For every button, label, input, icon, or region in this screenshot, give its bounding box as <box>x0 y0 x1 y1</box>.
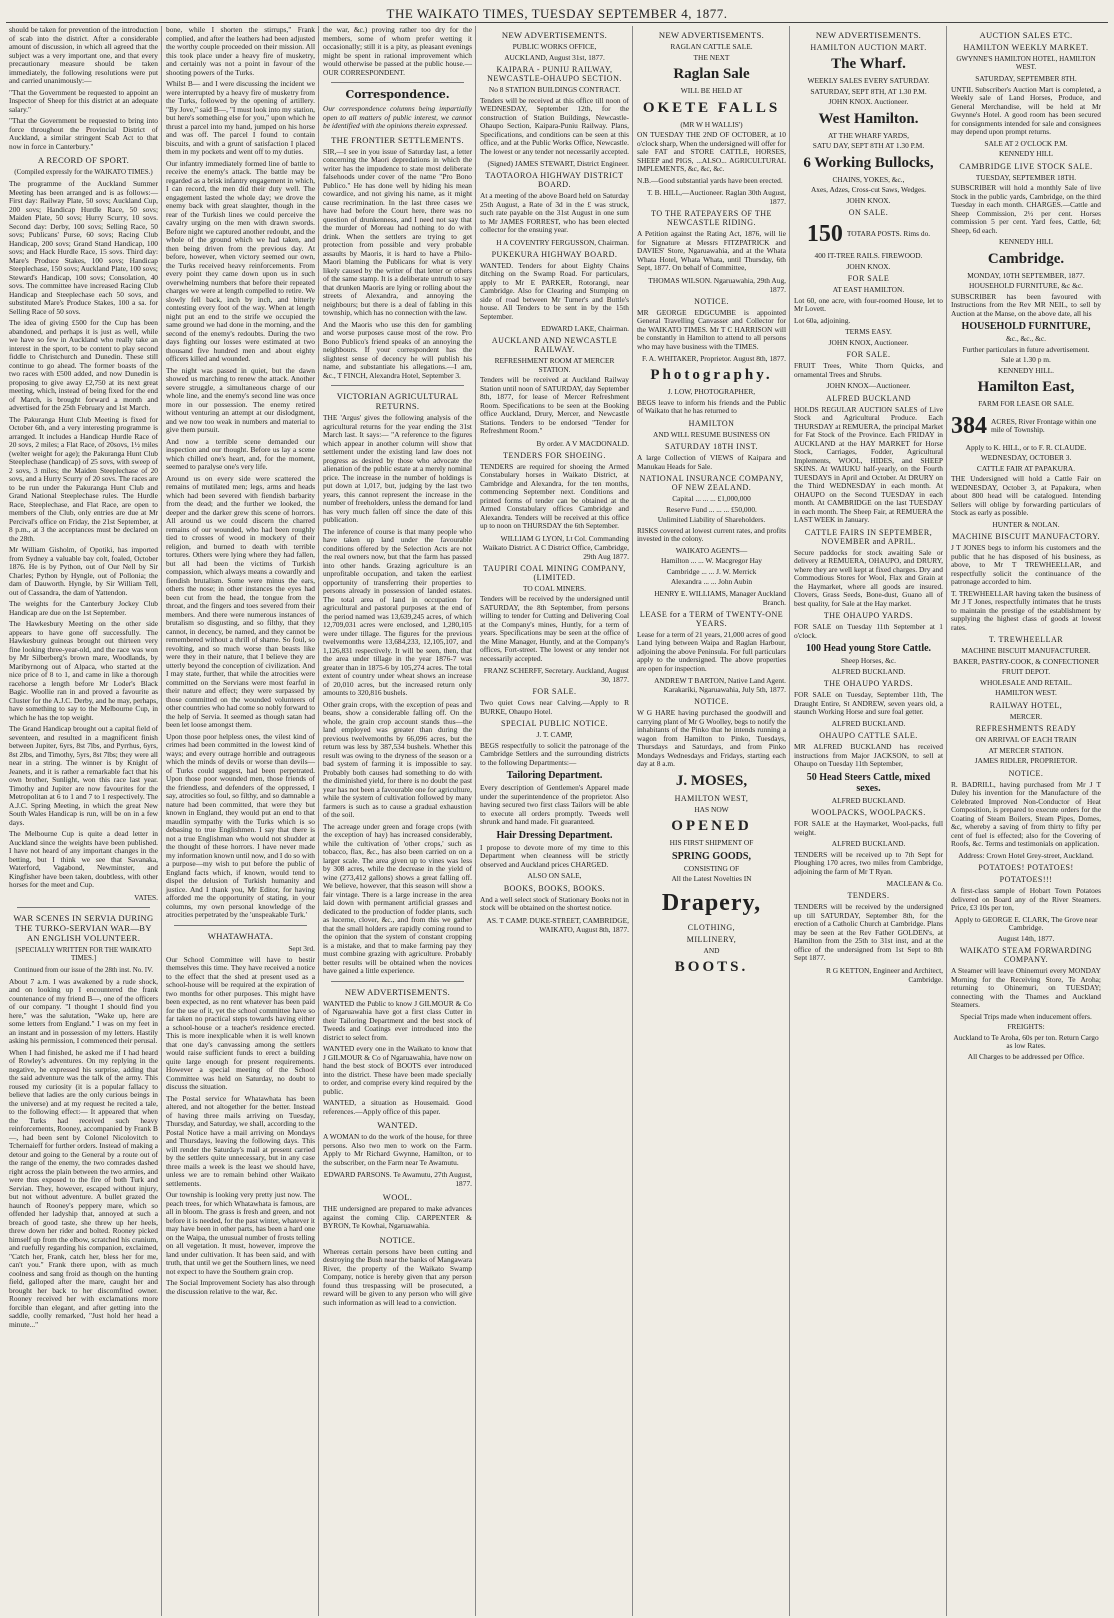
ad-heading: BOOTS. <box>674 959 749 975</box>
ad-line: Apply to K. HILL, or to F. R. CLAUDE. <box>965 442 1087 452</box>
ad-line: TERMS EASY. <box>845 327 892 336</box>
ad-heading: SPECIAL PUBLIC NOTICE. <box>501 719 608 728</box>
ad-text: ON TUESDAY THE 2ND OF OCTOBER, at 10 o'clock sharp, When the undersigned will offer for sale FAT and STORE CATTLE, HORSES, SHEEP and PIGS, ...ALSO... AGRICULTURAL IMPLEMENTS, &c, &c, &c. <box>637 130 786 173</box>
article-text: The idea of giving £500 for the Cup has been abandoned, and perhaps it is just as well, while we have so few in Auckland who really take an interest in the sport, to be content to play second fiddle to Christchurch and Dunedin. These still continue to go ahead. The former boasts of the two races with £500 added, and now Dunedin is proposing to give away £2,750 at its next great meeting, which, instead of being fixed for the end of March, is brought forward a month and advertised for the 25th February and 1st March. <box>9 318 158 412</box>
article-text: About 7 a.m. I was awakened by a rude shock, and on looking up I encountered the frank countenance of my friend B—, one of the officers of our company. "I thought I should find you here," was the salutation, "Wake up, here are some letters from England." I was on my feet in an instant and in possession of my letters. Hastily asking his permission, I commenced their perusal. <box>9 976 158 1045</box>
signature: EDWARD PARSONS. Te Awamutu, 27th August, 1877. <box>323 1170 472 1188</box>
article-text: The Pakuranga Hunt Club Meeting is fixed for October 6th, and a very interesting programme is arranged. It includes a Handicap Hurdle Race of 20 sovs, 2 miles; a Flat Race, of 20sovs, 1½ miles (welter weight for age); the Pakuranga Hunt Club Steeplechase (handicap) of 25 sovs, with sweep of 2 sovs, 3 miles; the Maiden Steeplechase of 20 sovs, and a Hurry Scurry of 20 sovs. The races are to be run under the Pakuranga Hunt Club and Grand National Steeplechase rules. The Hurdle Race, Steeplechase, and Flat Race, are open to members of the Club, only entries are due at Mr Percival's office on Friday, the 21st September, at 8 p.m., at 3 the acceptances must be declared on the 28th. <box>9 414 158 543</box>
ad-text: Lot 60, one acre, with four-roomed House, let to Mr Lovett. <box>794 295 943 313</box>
article-text: The Social Improvement Society has also through the discussion relative to the war, &c. <box>166 1278 315 1296</box>
ad-line: GWYNNE'S HAMILTON HOTEL, HAMILTON WEST. <box>956 55 1096 71</box>
ad-heading: PUKEKURA HIGHWAY BOARD. <box>491 249 618 259</box>
ad-heading: Photography. <box>650 367 773 383</box>
article-text: Whilst B— and I were discussing the incident we were interrupted by a heavy fire of musketry from the Turks, followed by the opening of artillery. "By Jove," said B—, "I must look into my station, but here's something else for you," upon which he thrust a parcel into my hand, jumped on his horse and was off. The parcel I found to contain biscuits, and with a grunt of satisfaction I placed them in my pockets and went off to my duties. <box>166 79 315 156</box>
article-text: Around us on every side were scattered the remains of mutilated men; legs, arms and heads which had been severed with fiendish barbarity from the dead; and the further we looked, the deeper and the darker grew this scene of horrors. All around us we could discern the charred remains of our wounded, who had been roughly tied to crosses of wood in mockery of their religion, and burned to death with terrible tortures. Others were lying where they had fallen, but all had been the victims of Turkish compassion, which always means a cowardly and fiendish brutalism. Some were minus the ears, others the nose; in other instances the eyes had been cut from the head, the tongue from the throat, and the fingers and toes severed from their members. And there were numerous instances of brutalism so disgusting, and so filthy, that they cannot, in decency, be named, and they cannot be remembered without a thrill of shame. So foul, so revolting, and so much worse than beasts like were they in their nature, that I believe they are utterly beyond the conception of civilization. And I may state, further, that while the atrocities were committed on the Servians were most fearful in their nature and effect; they were surpassed by those committed on the wounded volunteers of other countries who had come so nobly forward to the help of Servia. It seemed as though satan had been let loose amongst them. <box>166 473 316 729</box>
ad-number: 384 <box>951 412 987 439</box>
ad-line: Alexandra ... ... John Aubin <box>670 577 753 586</box>
ad-text: SUBSCRIBER will hold a monthly Sale of live Stock in the public yards, Cambridge, on the third Tuesday in each month. CHARGES.—Cattle and Sheep Commission, 2½ per cent. Horses commission 5 per cent. Yard fees, Cattle, 6d; Sheep, 6d each. <box>951 183 1101 235</box>
ad-heading: POTATOES!!! <box>999 875 1053 884</box>
ad-heading: CLOTHING, <box>687 922 736 932</box>
masthead-rule <box>6 22 1108 23</box>
article-text: Upon those poor helpless ones, the vilest kind of crimes had been committed in the lowest kind of ways; and every outrage horrible and outrageous which the minds of devils or worse than devils—of Turks could suggest, had been perpetrated. Upon those poor wounded men, those friends of the friendless, and defenders of the oppressed, I say, atrocities so foul, so filthy, and so damnable a nature had been committed, that were they but known in England, they would put an end to that maudlin sympathy with the Turks which is so debasing to true Englishmen. I say that there is not a true Englishman who would not shudder at the thought of these horrors. I have never made my information known until now, and I do so with a purpose—my wish to put before the public of England facts which, if known, would tend to dispel the delusion of Turkish humanity and justice. And I thank you, Mr Editor, for having afforded me the opportunity of stating, in your columns, my own personal knowledge of the atrocities perpetrated by the 'unspeakable Turk.' <box>166 731 315 919</box>
article-text: The weights for the Canterbury Jockey Club Handicap are due on the 1st September. <box>9 599 158 617</box>
ad-heading: NOTICE. <box>694 697 729 706</box>
dateline: Sept 3rd. <box>288 943 315 953</box>
heading-new-advertisements: NEW ADVERTISEMENTS. <box>815 30 922 40</box>
ad-text: WANTED. Tenders for about Eighty Chains ditching on the Swamp Road. For particulars, apply to Mr E PARKER, Rotorangi, near Cambridge. Also for Clearing and Stumping on side of road between Mr Turner's and Buttle's house. All Tenders to be sent in by the 15th September. <box>480 260 629 321</box>
ad-heading: ON SALE. <box>848 208 889 217</box>
ad-heading: J. MOSES, <box>675 772 748 789</box>
ad-text: At a meeting of the above Board held on Saturday 25th August, a Rate of 3d in the £ was struck, such rate payable on the 31st August in one sum to Mr JAMES FORREST, who has been elected collector for the ensuing year. <box>480 191 629 234</box>
ad-heading: NOTICE. <box>694 296 729 306</box>
ad-heading: 6 Working Bullocks, <box>803 154 934 171</box>
ad-line: Cambridge ... ... J. W. Merrick <box>666 566 757 576</box>
ad-line: THE NEXT <box>693 52 730 62</box>
ad-text: TENDERS will be received by the undersigned up till SATURDAY, September 8th, for the erection of a Catholic Church at Cambridge. Plans may be seen at the Rev Father GOLDEN's, at Hamilton from the 25th to 31st inst, and at the office of the undersigned from 1st Sept to 8th Sept 1877. <box>794 902 944 962</box>
ad-text: Two quiet Cows near Calving.—Apply to R BURKE, Ohaupo Hotel. <box>480 698 629 716</box>
ad-text: FOR SALE at the Haymarket, Wool-packs, full weight. <box>794 819 943 837</box>
signature: By order. A V MACDONALD. <box>536 438 629 448</box>
ad-line: AND <box>703 945 720 955</box>
ad-text: W G HARE having purchased the goodwill and carrying plant of Mr G Woolley, begs to notify the inhabitants of the Pinko that he intends running a wagon from Hamilton to Pinko, Tuesdays, Thursdays and Saturdays, and from Pinko Mondays Wednesdays and Fridays, starting each day at 8 a.m. <box>637 708 786 768</box>
ad-line: HAMILTON WEST. <box>995 688 1057 697</box>
signature: R G KETTON, Engineer and Architect, Cambridge. <box>825 965 943 984</box>
ad-heading: TAUPIRI COAL MINING COMPANY, (LIMITED. <box>483 563 626 582</box>
article-text: Mr William Gisholm, of Opotiki, has imported from Sydney a valuable bay colt, foaled, October 1876. He is by Python, out of Our Nell by Sir Charles; Python by Hyngle, out of Pollonia; the dam of Dauworth. Hyngle, by Sir William Tell, out of Cassandra, the dam of Yattendon. <box>9 545 158 597</box>
column-5 <box>634 26 790 1616</box>
war-subheading: [SPECIALLY WRITTEN FOR THE WAIKATO TIMES.] <box>15 945 152 962</box>
ad-text: Lot 60a, adjoining. <box>794 315 851 325</box>
heading-auction-sales: AUCTION SALES ETC. <box>979 30 1073 40</box>
ad-line: WEDNESDAY, OCTOBER 3. <box>980 453 1072 462</box>
ad-line: AUCKLAND, August 31st, 1877. <box>504 52 605 62</box>
article-text: Other grain crops, with the exception of peas and beans, show a considerable falling off. On the whole, the grain crop account stands thus—the land employed was greater than during the previous twelvemonths by 66,096 acres, but the return was less by 387,534 bushels. Whether this result was owing to the dryness of the season or a bad system of farming it is impossible to say. Probably both causes had something to do with the diminished yield, for there is no doubt the past year has not been a favourable one for agriculture, while the system of cultivation followed by many farmers is such as to cause a gradual exhaustion of the soil. <box>323 699 472 819</box>
ad-text: R. BADRILL, having purchased from Mr J T Duley his invention for the Manufacture of the Celebrated Improved Non-Conductor of Heat Composition, is prepared to execute orders for the Coating of Steam Boilers, Steam Pipes, Domes, &c, whereby a saving of from thirty to fifty per cent of fuel is effected; also for the Covering of Roofs, &c. Terms and testimonials on application. <box>951 779 1101 848</box>
ad-heading: West Hamilton. <box>818 110 919 127</box>
column-6 <box>791 26 947 1616</box>
ad-line: TO COAL MINERS. <box>522 583 587 593</box>
ad-text: THE undersigned are prepared to make advances against the coming Clip. CARPENTER & BYRON, Te Kowhai, Ngaruawahia. <box>323 1204 472 1230</box>
separator <box>331 82 464 83</box>
sport-subheading: (Compiled expressly for the WAIKATO TIMES.) <box>14 168 153 176</box>
article-text: When I had finished, he asked me if I had heard of Rowley's adventures. On my replying in the negative, he expressed his surprise, adding that the said adventure was the talk of the army. This roused my curiosity (it is a popular fallacy to believe that ladies are the only curious beings in the universe) and at my request he recited a tale, to the following effect:— It appeared that when the Turks had received such heavy reinforcements, Rooney, accompanied by Frank B—, had been sent by Colonel Nicolovitch to Tchernaieff for further orders. Instead of making a detour and going to the General by a route out of the range of the enemy, the two comrades dashed right across the plain between the two armies, and were thus exposed to the fire of both Turk and Servian. They, however, escaped without injury, but not without adventure. A bullet grazed the haunch of Rooney's peppery mare, which so offended her ladyship that, annoyed at such a breach of good taste, she threw up her heels, threw down her rider and bolted. Rooney picked himself up from the elbow, scratched his cranium, and ruefully regarding his companion, exclaimed, "Catch her, Frank, catch her, bless her for me, can't you." Frank there upon, with as much coolness and sang froid as though on the hunting field, galloped after the mare, caught her and brought her back to her discomfited owner. Rooney received her with exclamations more forcible than elegant, and after getting into the saddle, coolly remarked, "Just hold her head a minute..." <box>9 1047 158 1329</box>
ad-text: A Steamer will leave Ohinemuri every MONDAY Morning for the Receiving Store, Te Aroha; returning to Ohinemuri, on TUESDAY; connecting with the Thames and Auckland Steamers. <box>951 966 1101 1009</box>
ad-heading: T. TREWHEELLAR <box>988 635 1064 644</box>
ad-line: WAIKATO AGENTS— <box>675 545 748 555</box>
signature: WILLIAM G LYON, Lt Col. Commanding Waikato District. A C District Office, Cambridge, 29th Aug 1877. <box>482 533 629 561</box>
ad-text: And a well select stock of Stationary Books not in stock will be obtained on the shortest notice. <box>480 894 629 912</box>
ad-line: HOUSEHOLD FURNITURE, &c &c. <box>969 281 1083 290</box>
ad-line: SATURDAY, SEPT 8TH, AT 1.30 P.M. <box>810 86 927 96</box>
war-continued: Continued from our issue of the 28th inst. No. IV. <box>13 965 154 974</box>
ad-heading: THE OHAUPO YARDS. <box>823 679 914 688</box>
ad-line: AT EAST HAMILTON. <box>832 285 905 294</box>
ad-heading: Tailoring Department. <box>506 770 603 781</box>
ad-line: CONSISTING OF <box>683 863 740 873</box>
heading-new-advertisements: NEW ADVERTISEMENTS. <box>658 30 765 40</box>
column-1 <box>6 26 162 1616</box>
article-text: SIR,—I see in you issue of Saturday last, a letter concerning the Maori depredations in which the writer has the impudence to state most deliberate falsehoods under cover of the name "Pro Bono Publico." He has done well by hiding his mean cowardice, and not giving his name, as it might cause recrimination. In the last three cases we have had before the Court here, there was no question of drunkenness, and I need not say that the murder of Moreau had nothing to do with drink. When the settlers are trying to get protection from possible and very probable assaults by Maoris, it is hard to have a Philo-Maori blaming the Publicans for what is very likely caused by the writer of that letter or others of the same stamp. It is a deliberate untruth to say that drunken Maoris are lying or rolling about the streets of Alexandra, and annoying the neighbours; but there is a deal of fabling in this township, which has no connection with the law. <box>323 146 472 317</box>
ad-line: Address: Crown Hotel Grey-street, Auckland. <box>958 850 1094 860</box>
ad-line: BAKER, PASTRY-COOK, & CONFECTIONER <box>952 656 1100 666</box>
signature: HENRY E. WILLIAMS, Manager Auckland Branch. <box>654 588 786 607</box>
signature: T. B. HILL,—Auctioneer. Raglan 30th August, 1877. <box>646 188 786 206</box>
ad-heading: POTATOES! POTATOES! <box>978 863 1074 872</box>
ad-line: All the Latest Novelties IN <box>671 874 752 883</box>
ad-line: August 14th, 1877. <box>997 933 1055 943</box>
ad-line: Capital ... ... ... £1,000,000 <box>672 494 751 503</box>
ad-text: Tenders will be received at this office till noon of WEDNESDAY, September 12th, for the construction of Station Buildings, Newcastle-Ohaupo Section, Kaipara-Puniu Railway. Plans, Specifications, and conditions can be seen at this office, and at the Public Works Office, Newcastle. The lowest or any tender not necessarily accepted. <box>480 95 629 156</box>
ad-line: Auckland to Te Aroha, 60s per ton. Return Cargo as low Rates. <box>953 1032 1099 1050</box>
article-text: The Hawkesbury Meeting on the other side appears to have gone off successfully. The Hawkesbury guineas brought out thirteen very fine looking three-year-old, and the race was won by Mr Silberberg's brown mare, Woodlands, by Maribyrnong out of Alpaca, who started at the nice price of 8 to 1, and came in like a thorough racehorse a length before Mr Loder's Black Bagic. Woollie ran in and proved a favourite as Cluster for the A.J.C. Derby, and he may, perhaps, have something to say to the Melbourne Cup, in which he has the top weight. <box>9 619 158 722</box>
ad-line: Further particulars in future advertisement. <box>962 344 1090 354</box>
ad-heading: FOR SALE. <box>846 350 891 359</box>
ad-text: UNTIL Subscriber's Auction Mart is completed, a Weekly sale of Land Horses, Produce, and General Merchandise, will be held at Mr Gwynne's Hotel. A good room has been secured for consignments intended for sale and consignees may depend upon prompt returns. <box>951 84 1101 136</box>
ad-text: BEGS respectfully to solicit the patronage of the Cambridge Settlers and the surrounding districts to the following Departments:— <box>480 740 629 767</box>
ad-line: FARM FOR LEASE OR SALE. <box>978 399 1074 408</box>
heading-frontier: THE FRONTIER SETTLEMENTS. <box>331 134 464 145</box>
ad-heading: WOOLPACKS, WOOLPACKS. <box>811 808 926 817</box>
ad-line: KENNEDY HILL <box>998 237 1054 246</box>
ad-line: J. T. CAMP, <box>536 730 573 739</box>
ad-line: JOHN KNOX—Auctioneer. <box>826 381 911 390</box>
ad-line: WILL BE HELD AT <box>680 86 743 95</box>
heading-victorian: VICTORIAN AGRICULTURAL RETURNS. <box>336 391 459 411</box>
ad-text: SUBSCRIBER has been favoured with Instructions from the Rev MR NEIL, to sell by Auction at the Manse, on the above date, all his <box>951 291 1101 318</box>
article-text: And the Maoris who use this den for gambling and worse purposes cause most of the row. Pro Bono Publico's friend speaks of an annoying the neighbours. If your correspondent has the slightest sense of decency he will publish his name, and substantiate his allegations.—I am, &c., T FINCH, Alexandra Hotel, September 3. <box>323 319 472 380</box>
ad-line: JAMES RIDLER, PROPRIETOR. <box>974 756 1078 765</box>
ad-heading: MACHINE BISCUIT MANUFACTORY. <box>952 532 1100 541</box>
ad-heading: OHAUPO CATTLE SALE. <box>819 731 918 740</box>
column-3 <box>320 26 476 1616</box>
ad-line: TUESDAY, SEPTEMBER 18TH. <box>975 172 1077 182</box>
ad-line: All Charges to be addressed per Office. <box>967 1051 1085 1061</box>
ad-text: Every description of Gentlemen's Apparel made under the superintendence of the proprietor. Also having secured two first class Tailors will be able to execute all orders promptly. Tweeds well shrunk and hand made. Fit guaranteed. <box>480 783 629 826</box>
article-text: Our School Committee will have to bestir themselves this time. They have received a notice to the effect that the shed at present used as a school-house will be required at the expiration of two months for other purposes. This might have been expected, as no rent whatever has been paid for the use of it, yet the school committee have so far taken no practical steps towards having either a school-house or a teacher's residence erected. This is more inexplicable when it is well known that one day's canvassing among the settlers would raise sufficient funds to erect a building quite large enough for present requirements. However a special meeting of the School Committee was held on Saturday, no doubt to discuss the situation. <box>166 954 315 1091</box>
ad-line: Axes, Adzes, Cross-cut Saws, Wedges. <box>810 185 927 194</box>
article-text: Our infantry immediately formed line of battle to receive the enemy's attack. The battle may be regarded as a brisk infantry engagement in which, I can record, the men did their duty well. The engagement lasted the whole day; we drove the enemy back with great slaughter, though in the rear of the Turkish lines we could perceive the cavalry urging on the men with drawn swords. Before night we captured another redoubt, and the whole of the ground which we had taken, and then being driven from the previous day. At before, however, when victory seemed our own, the Turks received heavy reinforcements. From every point they came down upon us in such overwhelming numbers that before their repeated charges we were at length compelled to retire. We slowly fell back, inch by inch, and bitterly contesting every foot of the way. When at length night put an end to the strife we occupied the same ground we had done in the morning, and the second of the enemy's redoubts. During the two days fighting our losses were estimated at two thousand five hundred men and about eighty officers killed and wounded. <box>166 158 315 363</box>
ad-line: HIS FIRST SHIPMENT OF <box>669 838 754 847</box>
ad-heading: SPRING GOODS, <box>672 850 751 862</box>
heading-whatawhata: WHATAWHATA. <box>207 930 274 941</box>
signature: MACLEAN & Co. <box>886 879 943 888</box>
article-text: The programme of the Auckland Summer Meeting has been arranged and is as follows:— First day: Railway Plate, 50 sovs; Auckland Cup, 200 sovs; Handicap Hurdle Race, 50 sovs; Maiden Plate, 50 sovs; Hurry Scurry, 10 sovs. Second day: Derby, 100 sovs; Selling Race, 50 sovs; Publicans' Purse, 60 sovs; Racing Club Handicap, 200 sovs; Grand Stand Handicap, 100 sovs; and Hack Hurdle Race, 15 sovs. Third day: Mare's Produce Stakes, 100 sovs; Handicap Steeplechase, 150 sovs; Auckland Plate, 100 sovs; Steward's Handicap, 100 sovs; Consolation, 40 sovs. The committee have increased Racing Club Handicap and Steeplechase each 50 sovs, and substituted Mare's Produce Stakes, 100 a sa. for Selling Race of 50 sovs. <box>9 179 158 316</box>
ad-heading: HOUSEHOLD FURNITURE, <box>961 321 1091 332</box>
ad-text: Tenders will be received at Auckland Railway Station until noon of SATURDAY, day September 8th, 1877, for lease of Mercer Refreshment Room. Specifications to be seen at the Booking office Auckland, Drury, Mercer, and Newcastle Stations. Tenders to be endorsed "Tender for Refreshment Room." <box>480 375 629 435</box>
ad-text: FOR SALE on Tuesday, September 11th, The Draught Entire, St ANDREW, seven years old, a staunch Working Horse and sure foal getter. <box>794 690 943 716</box>
ad-number: 150 <box>806 221 843 247</box>
ad-line: Unlimited Liability of Shareholders. <box>657 515 766 524</box>
ad-line: TOTARA POSTS. Rims do. <box>846 229 931 239</box>
ad-line: MACHINE BISCUIT MANUFACTURER. <box>961 646 1091 655</box>
ad-line: CATTLE FAIR AT PAPAKURA. <box>976 463 1076 473</box>
article-text: "That the Government be requested to bring into force throughout the Provincial District of Auckland, a similar stringent Scab Act to that now in force in Canterbury." <box>9 116 158 151</box>
ad-line: REFRESHMENT ROOM AT MERCER STATION. <box>494 356 615 374</box>
ad-number-row <box>951 413 1101 440</box>
article-text: The acreage under green and forage crops (with the exception of hay) has increased considerably, while the cultivation of 'other crops,' such as tobacco, flax, &c., has also been carried on on a larger scale. The area given up to vines was less by 308 acres, while the decrease in the yield of wine (273,412 gallons) shows a great falling off. We believe, however, that this season will show a fair vintage. There is a large increase in the area laid down with permanent artificial grasses and dedicated to the production of fodder plants, such as lucerne, clover, &c., and from this we gather that the small holders are rapidly coming round to the opinion that the system of constant cropping is a mistake, and that to make farming pay they must combine grazing with agriculture. Probably better results will be obtained when the novices have gained a little experience. <box>323 821 472 975</box>
ad-heading: 50 Head Steers Cattle, mixed sexes. <box>806 771 931 794</box>
article-text: bone, while I shorten the stirrups," Frank complied, and after the leathers had been adjusted the worthy couple proceeded on their mission. All this took place under a heavy fire of musketry, and certainly was not a point in favour of the shooting powers of the Turks. <box>166 26 315 77</box>
ad-line: Sale at 1.30 p m. <box>1001 355 1051 364</box>
ad-line: JOHN KNOX. <box>846 261 891 271</box>
ad-heading: NATIONAL INSURANCE COMPANY, OF NEW ZEALAND. <box>639 474 784 492</box>
separator <box>331 385 464 386</box>
ad-heading: SATURDAY 18TH INST. <box>665 442 758 451</box>
ad-line: RAGLAN CATTLE SALE. <box>670 42 753 51</box>
ad-text: FRUIT Trees, White Thorn Quicks, and ornamental Trees and Shrubs. <box>794 361 943 379</box>
ad-line: PUBLIC WORKS OFFICE, <box>512 42 597 51</box>
ad-heading: 100 Head young Store Cattle. <box>805 643 932 654</box>
ad-text: I propose to devote more of my time to this Department when cleanness will be strictly observed and Auckland prices CHARGED. <box>480 842 629 869</box>
heading-wanted: WANTED. <box>377 1120 418 1130</box>
ad-line: MERCER. <box>1009 711 1043 721</box>
ad-text: WANTED every one in the Waikato to know that J GILMOUR & Co of Ngaruawahia, have now on hand the best stock of BOOTS ever introduced into the district. These have been made specially to order, and comprise every kind required by the public. <box>323 1044 472 1096</box>
ad-line: SATURDAY, SEPTEMBER 8TH. <box>975 74 1077 83</box>
ad-heading: Hamilton East, <box>977 379 1075 395</box>
article-text: The Grand Handicap brought out a capital field of seventeen, and resulted in a magnificent finish between Jupiter, 6yrs, 8st 7lbs, and Pyrrhus, 6yrs, 8st 2lbs, and Timothy, 5yrs, 8st 7lbs; they were all near in a string. The winner is by Knight of Jeanets, and it is rather a remarkable fact that his own brother, Sunlight, won this race last year. Timothy and Jupiter are now favourites for the Metropolitan at 6 to 1 and 7 to 1 respectively. The A.J.C. Spring Meeting, in which the great New South Wales Handicap is run, will be on in a few days. <box>9 724 158 827</box>
column-7 <box>948 26 1104 1616</box>
ad-text: BEGS leave to inform his friends and the Public of Waikato that he has returned to <box>637 397 786 415</box>
article-text: The night was passed in quiet, but the dawn showed us marching to renew the attack. Another severe struggle, a simultaneous charge of our whole line, and the enemy's second line was once more in our possession. The enemy retired without venturing an attempt at our dislodgment, and we now too weak in numbers and material to give them pursuit. <box>166 365 315 434</box>
ad-line: HUNTER & NOLAN. <box>992 519 1060 529</box>
article-text: The Melbourne Cup is quite a dead letter in Auckland since the weights have been published. I have not heard of any important changes in the betting, but I think we see that Savanaka, Waterford, Vagabond, Newminster, and Kingfisher have been taken, doubtless, with other horses for the meet and Cup. <box>9 829 158 889</box>
ad-line: Special Trips made when inducement offers. <box>960 1011 1092 1021</box>
ad-line: CHAINS, YOKES, &c., <box>832 174 905 184</box>
ad-heading: AUCKLAND AND NEWCASTLE RAILWAY. <box>491 336 618 354</box>
signature-vates: VATES. <box>134 892 158 902</box>
ad-line: FREIGHTS: <box>1007 1022 1045 1031</box>
ad-heading: CAMBRIDGE LIVE STOCK SALE. <box>959 161 1093 171</box>
ad-text: J T JONES begs to inform his customers and the public that he has disposed of his business, as above, to Mr T TREWHEELLAR, and respectfully solicit the continuance of the patronage accorded to him. <box>951 543 1101 586</box>
ad-text: HOLDS REGULAR AUCTION SALES of Live Stock and Agricultural Produce. Each THURSDAY at REMUERA, the principal Market for Fat Stock of the Province. Each FRIDAY in AUCKLAND at the HAY MARKET for Horse Stock, Carriages, Fodder, Agricultural Implements, WOOL, HIDES, and SHEEP SKINS. At WAIUKU half-yearly, on the Fourth TUESDAYS in April and October. At DRURY on the Third WEDNESDAY in each month. At OHAUPO on the Second TUESDAY in each month. At CAMBRIDGE on the last TUESDAY in each month. The Sheep Fair, at REMUERA the LAST WEEK in January. <box>794 404 943 524</box>
ad-line: ALFRED BUCKLAND. <box>831 666 906 676</box>
ad-text: A Petition against the Rating Act, 1876, will lie for Signature at Messrs FITZPATRICK and DAVIES' Store, Ngaruawahia, and at the Whata Whata Hotel, Whata Whata, until Thursday, 6th Sept, 1877. On behalf of Committee, <box>637 229 786 272</box>
ad-text: A WOMAN to do the work of the house, for three persons. Also two men to work on the Farm. Apply to Mr Richard Gwynne, Hamilton, or to the subscriber, on the Farm near Te Awamutu. <box>323 1132 472 1167</box>
heading-wool: WOOL. <box>382 1192 413 1202</box>
ad-line: 400 IT-TREE RAILS. FIREWOOD. <box>814 251 923 260</box>
ad-text: A first-class sample of Hobart Town Potatoes delivered on Board any of the River Steamers. Price, £3 10s per ton, <box>951 886 1101 912</box>
ad-heading: NOTICE. <box>1008 768 1044 778</box>
ad-heading: The Wharf. <box>831 56 906 72</box>
ad-heading: CATTLE FAIRS IN SEPTEMBER, NOVEMBER and APRIL. <box>804 527 933 546</box>
ad-text: FOR SALE on Tuesday 11th September at 1 o'clock. <box>794 622 943 640</box>
masthead: THE WAIKATO TIMES, TUESDAY SEPTEMBER 4, 1877. <box>386 6 728 21</box>
newspaper-columns <box>6 26 1108 1616</box>
signature: THOMAS WILSON. Ngaruawahia, 29th Aug, 1877. <box>648 275 786 294</box>
ad-line: HAS NOW <box>694 804 729 814</box>
ad-line: KENNEDY HILL. <box>998 365 1054 375</box>
signature: H A COVENTRY FERGUSSON, Chairman. <box>496 237 629 247</box>
ad-text: A large Collection of VIEWS of Kaipara and Manukau Heads for Sale. <box>637 453 786 471</box>
ad-line: MONDAY, 10TH SEPTEMBER, 1877. <box>967 270 1085 280</box>
ad-line: WEEKLY SALES EVERY SATURDAY. <box>807 76 930 85</box>
article-text: Our township is looking very pretty just now. The peach trees, for which Whatawhata is famous, are all in bloom. The grass is fresh and green, and not before it is needed, for the past winter, whatever it may have been in other parts, has been a hard one on the Waipa, the unusual number of frosts telling on all vegetation. It must, however, improve the land under cultivation. It has been said, and with truth, that until we get the Southern lines, we need not expect to have the Southern grain crop. <box>166 1190 315 1276</box>
ad-line: ALFRED BUCKLAND. <box>831 839 906 848</box>
article-text: And now a terrible scene demanded our inspection and our thought. Before us lay a scene which chilled one's heart, and, for the moment, seemed to paralyse one's very life. <box>166 436 315 471</box>
signature: AS. T CAMP. DUKE-STREET, CAMBRIDGE, WAIKATO, August 8th, 1877. <box>486 915 629 934</box>
ad-line: AND WILL RESUME BUSINESS ON <box>652 429 771 439</box>
ad-line: KENNEDY HILL <box>998 149 1054 158</box>
ad-line: Reserve Fund ... ... ... £50,000. <box>666 504 757 514</box>
ad-heading: TENDERS FOR SHOEING. <box>503 450 606 460</box>
ad-text: MR GEORGE EDGCUMBE is appointed General Travelling Canvasser and Collector for the WAIKATO TIMES. Mr T C HARRISON will be constantly in Hamilton to attend to all persons who may have business with the TIMES. <box>637 307 786 351</box>
ad-line: SALE AT 2 O'CLOCK P.M. <box>984 138 1068 148</box>
ad-line: &c., &c., &c. <box>1005 334 1047 343</box>
ad-heading: TAOTAOROA HIGHWAY DISTRICT BOARD. <box>485 171 624 189</box>
heading-record-of-sport: A RECORD OF SPORT. <box>37 155 130 165</box>
heading-war-scenes: WAR SCENES IN SERVIA DURING THE TURKO-SERVIAN WAR—BY AN ENGLISH VOLUNTEER. <box>13 912 154 943</box>
ad-line: AT MERCER STATION. <box>988 745 1064 755</box>
ad-heading: KAIPARA - PUNIU RAILWAY, NEWCASTLE-OHAUPO SECTION. <box>487 65 622 83</box>
ad-heading: OKETE FALLS <box>642 99 781 116</box>
ad-heading: Cambridge. <box>987 250 1065 267</box>
correspondence-note: Our correspondence columns being impartially open to all matters of public interest, we cannot be identified with the opinions therein expressed. <box>323 104 472 130</box>
column-2 <box>163 26 319 1616</box>
ad-text: Lease for a term of 21 years, 21,000 acres of good Land lying between Waipa and Raglan Harbour, adjoining the above Peninsula. For full particulars apply to the undersigned. The above properties are open for inspection. <box>637 629 786 673</box>
signature: ANDREW T BARTON, Native Land Agent. Karakariki, Ngaruawahia, July 5th, 1877. <box>654 676 786 694</box>
ad-line: FRUIT DEPOT. <box>1001 667 1051 676</box>
ad-text: TENDERS will be received up to 7th Sept for Ploughing 170 acres, two miles from Cambridge, adjoining the farm of Mr T Ryan. <box>794 849 943 876</box>
signature: F. A. WHITAKER, Proprietor. August 8th, 1877. <box>641 354 786 363</box>
heading-notice: NOTICE. <box>379 1234 416 1245</box>
separator <box>331 981 464 982</box>
ad-text: Tenders will be received by the undersigned until SATURDAY, the 8th September, from persons willing to tender for Cutting and Delivering Coal at the Company's mines, Huntly, for a term of years. Specifications may be seen at the office of the Mine Manager, Huntly, and at the Company's offices, Fort-street. The lowest or any tender not necessarily accepted. <box>480 594 629 663</box>
ad-text: WANTED the Public to know J GILMOUR & Co of Ngaruawahia have got a first class Cutter in their Tailoring Department and the best stock of Tweeds and Coatings ever introduced into the district to select from. <box>323 998 472 1042</box>
signature: (Signed) JAMES STEWART, District Engineer. <box>487 159 629 168</box>
ad-heading: TENDERS. <box>847 891 890 900</box>
separator <box>174 925 307 926</box>
ad-heading: LEASE for a TERM of TWENTY-ONE YEARS. <box>639 609 784 628</box>
ad-line: ACRES, River Frontage within one mile of Township. <box>991 416 1097 434</box>
ad-heading: HAMILTON WEEKLY MARKET. <box>963 43 1089 52</box>
ad-line: Apply to GEORGE E. CLARK, The Grove near Cambridge. <box>954 914 1098 932</box>
ad-text: Secure paddocks for stock awaiting Sale or delivery at REMUERA, OHAUPO, and DRURY, where they are well kept at fixed charges. Dry and Commodious Stores for Wool, Flax and Grain at the Haymarket, where all goods are insured. Clovers, Grass Seeds, Bone-dust, Guano all of best quality, for Sale at the Hay market. <box>794 547 943 608</box>
ad-text: TENDERS are required for shoeing the Armed Constabulary horses in Waikato District, at Cambridge and Alexandra, for the ten months, commencing September next. Conditions and printed forms of tender can be obtained at the Armed Constabulary offices Cambridge and Alexandra. Tenders will be received at this office up to noon on THURSDAY the 6th September. <box>480 461 629 530</box>
heading-new-advertisements: NEW ADVERTISEMENTS. <box>501 30 608 40</box>
article-text: THE 'Argus' gives the following analysis of the agricultural returns for the year ending the 31st March last. It says:— "A reference to the figures which appear in another column will show that settlement under the existing land law does not progress as desired by those who advocate the alienation of the public estate at a merely nominal price. The increase in the number of holdings is put down at 1,017, but, judging by the last two years, this cannot represent the increase in the number of freeholders, unless the demand for land has very much fallen off since the date of this publication. <box>323 413 472 524</box>
ad-heading: HAMILTON WEST, <box>674 793 749 803</box>
ad-text: T. TREWHEELLAR having taken the business of Mr J T Jones, respectfully intimates that he trusts to maintain the prestige of the establishment by supplying the highest class of goods at lowest rates. <box>951 588 1101 632</box>
article-text: The Postal service for Whatawhata has been altered, and not altogether for the better. Instead of having three mails arriving on Tuesday, Thursday, and Saturday, we shall, according to the Postal Notice have a mail arriving on Mondays and Thursdays, leaving the following days. This will render the Saturday's mail at present carried by the settlers quite unnecessary, but in any case three mails a week is the least we should have, unless we are to remain behind other Waikato settlements. <box>166 1093 315 1188</box>
ad-text: MR ALFRED BUCKLAND has received instructions from Major JACKSON, to sell at Ohaupo on Tuesday 11th September, <box>794 742 943 768</box>
ad-line: JOHN KNOX, Auctioneer. <box>828 337 909 347</box>
article-text: "That the Government be requested to appoint an Inspector of Sheep for this district at an adequate salary." <box>9 87 158 114</box>
separator <box>17 907 150 908</box>
ad-heading: THE OHAUPO YARDS. <box>823 611 914 620</box>
ad-heading: OPENED <box>671 818 752 834</box>
ad-heading: Hair Dressing Department. <box>496 829 613 841</box>
ad-heading: FOR SALE <box>847 274 890 283</box>
ad-text: N.B.—Good substantial yards have been erected. <box>637 175 783 185</box>
ad-heading: TO THE RATEPAYERS OF THE NEWCASTLE RIDING. <box>651 209 772 227</box>
ad-heading: ALFRED BUCKLAND <box>825 393 912 403</box>
ad-text: THE Undersigned will hold a Cattle Fair on WEDNESDAY, October 3, at Papakura, when about 800 head will be catalogued. Intending Sellers will oblige by forwarding particulars of Stock as early as possible. <box>951 474 1101 517</box>
ad-heading: HAMILTON <box>688 418 735 428</box>
ad-heading: BOOKS, BOOKS, BOOKS. <box>503 883 606 893</box>
signature: FRANZ SCHERFF, Secretary. Auckland, August 30, 1877. <box>483 666 629 684</box>
article-text: should be taken for prevention of the introduction of scab into the district. After a considerable amount of discussion, in which all agreed that the subject was a very important one, and that every precautionary measure should be taken immediately, the following resolutions were put and carried unanimously:— <box>9 26 158 85</box>
ad-line: Hamilton ... ... W. Macgregor Hay <box>661 556 762 565</box>
ad-line: J. LOW, PHOTOGRAPHER, <box>667 387 756 396</box>
ad-line: ALFRED BUCKLAND. <box>831 718 906 728</box>
ad-text: RISKS covered at lowest current rates, and profits invested in the colony. <box>637 525 786 543</box>
ad-line: No 8 STATION BUILDINGS CONTRACT. <box>488 85 621 94</box>
ad-line: SATU DAY, SEPT 8TH AT 1.30 P.M. <box>812 141 925 150</box>
ad-heading: FOR SALE. <box>532 687 577 696</box>
heading-new-advertisements: NEW ADVERTISEMENTS. <box>344 986 451 997</box>
ad-heading: WAIKATO STEAM FORWARDING COMPANY. <box>959 946 1093 964</box>
ad-line: Sheep Horses, &c. <box>840 656 896 665</box>
signature: EDWARD LAKE, Chairman. <box>541 324 629 333</box>
ad-heading: Drapery, <box>661 889 762 916</box>
ad-text: Whereas certain persons have been cutting and destroying the Bush near the banks of Mangawara River, the property of the Waikato Swamp Company, notice is hereby given that any person found thus trespassing will be prosecuted, a reward will be given to any person who will give such information as will lead to a conviction. <box>323 1246 472 1307</box>
ad-line: ALSO ON SALE, <box>527 871 582 880</box>
ad-line: ALFRED BUCKLAND. <box>831 795 906 805</box>
ad-number-row <box>794 221 943 248</box>
ad-line: (MR W H WALLIS') <box>680 119 743 129</box>
ad-line: ON ARRIVAL OF EACH TRAIN <box>975 735 1077 744</box>
ad-heading: Raglan Sale <box>673 66 750 82</box>
ad-heading: HAMILTON AUCTION MART. <box>810 43 927 52</box>
ad-line: AT THE WHARF YARDS, <box>827 130 910 140</box>
article-text: the war, &c.) proving rather too dry for the members, some of whom prefer wetting it occasionally; still it is a pity, as pleasant evenings might be spent in rational improvement which would otherwise be passed at the public house.—OUR CORRESPONDENT. <box>323 26 472 77</box>
article-text: The inference of course is that many people who have taken up land under the favourable conditions offered by the Selection Acts are not the real owners now, but that the farm has passed into other hands. Grazing agriculture is an unprofitable occupation, and taken the earliest opportunity of transferring their properties to persons already in possession of landed estates. The total area of land in occupation for agricultural and pastoral purposes at the end of the period named was 13,639,245 acres, of which 12,709,031 acres were enclosed, and 1,280,105 were under tillage. The figures for the previous twelvemonths were 13,684,233, 12,105,107, and 1,126,831 respectively. It will be seen, then, that the area under tillage in the year 1876-7 was greater than in 1875-6 by 105,274 acres. The total extent of country under wheat shows an increase of 20,010 acres, but the increased return only amounts to 320,816 bushels. <box>323 526 472 697</box>
ad-line: WHOLESALE AND RETAIL. <box>980 677 1072 687</box>
ad-line: JOHN KNOX. <box>846 195 891 205</box>
ad-text: WANTED, a situation as Housemaid. Good references.—Apply office of this paper. <box>323 1098 472 1116</box>
ad-heading: RAILWAY HOTEL, <box>989 700 1063 710</box>
ad-heading: MILLINERY, <box>686 934 737 944</box>
heading-correspondence: Correspondence. <box>345 88 450 101</box>
column-4 <box>477 26 633 1616</box>
ad-line: JOHN KNOX. Auctioneer. <box>828 97 909 106</box>
ad-heading: REFRESHMENTS READY <box>975 724 1077 733</box>
